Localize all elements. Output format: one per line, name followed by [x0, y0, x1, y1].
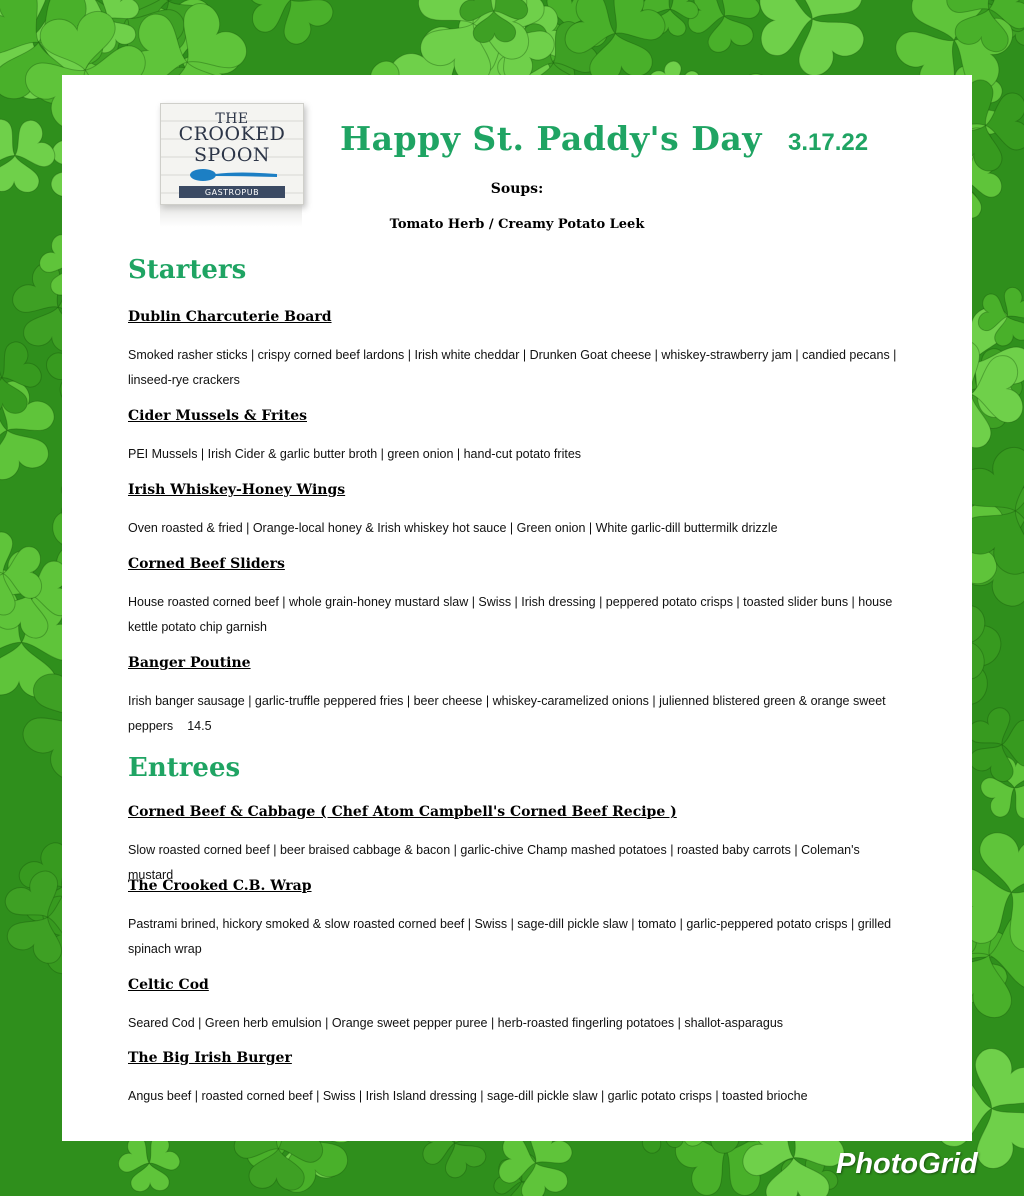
logo-line-spoon: SPOON: [193, 144, 271, 166]
logo-line-the: THE: [215, 111, 249, 127]
menu-item-description: [128, 689, 908, 739]
spoon-icon: [189, 168, 279, 182]
soups-heading: Soups:: [490, 181, 544, 197]
menu-item-description: Smoked rasher sticks | crispy corned beef lardons | Irish white cheddar | Drunken Goat cheese | whiskey-strawberry jam | candied pecans | linseed-rye crackers: [128, 348, 897, 387]
menu-item-description: Seared Cod | Green herb emulsion | Orange sweet pepper puree | herb-roasted fingerling potatoes | shallot-asparagus: [128, 1016, 784, 1030]
menu-date: 3.17.22: [788, 129, 869, 156]
menu-item-description: Oven roasted & fried | Orange-local honey & Irish whiskey hot sauce | Green onion | White garlic-dill buttermilk drizzle: [128, 521, 778, 535]
menu-item-name: The Big Irish Burger: [128, 1050, 292, 1066]
menu-item-name: The Crooked C.B. Wrap: [128, 878, 312, 894]
page-title: Happy St. Paddy's Day: [340, 119, 762, 158]
menu-item-name: Cider Mussels & Frites: [128, 408, 307, 424]
logo-sign: [160, 103, 304, 205]
logo-line-crooked: CROOKED: [178, 123, 286, 145]
crooked-spoon-logo: [160, 103, 302, 228]
menu-item-description-text: Irish banger sausage | garlic-truffle peppered fries | beer cheese | whiskey-caramelized onions | julienned blistered green & orange sweet peppers: [128, 694, 886, 733]
menu-item-description: PEI Mussels | Irish Cider & garlic butter broth | green onion | hand-cut potato frites: [128, 447, 582, 461]
starters-heading: Starters: [128, 255, 247, 285]
menu-item-description: Pastrami brined, hickory smoked & slow roasted corned beef | Swiss | sage-dill pickle slaw | tomato | garlic-peppered potato crisps | grilled spinach wrap: [128, 917, 892, 956]
menu-item-name: Irish Whiskey-Honey Wings: [128, 482, 346, 498]
menu-item-description: Angus beef | roasted corned beef | Swiss | Irish Island dressing | sage-dill pickle slaw | garlic potato crisps | toasted brioche: [128, 1089, 808, 1103]
menu-item-name: Banger Poutine: [128, 655, 251, 671]
menu-item-name: Corned Beef Sliders: [128, 556, 285, 572]
photogrid-watermark: PhotoGrid: [836, 1148, 978, 1180]
logo-reflection: [160, 205, 302, 227]
logo-line-gastropub: GASTROPUB: [204, 188, 260, 197]
menu-item-description: Slow roasted corned beef | beer braised cabbage & bacon | garlic-chive Champ mashed potatoes | roasted baby carrots | Coleman's mustard: [128, 843, 860, 882]
menu-item-description: House roasted corned beef | whole grain-honey mustard slaw | Swiss | Irish dressing | peppered potato crisps | toasted slider buns | house kettle potato chip garnish: [128, 595, 893, 634]
menu-item-name: Dublin Charcuterie Board: [128, 309, 332, 325]
menu-item-name: Corned Beef & Cabbage ( Chef Atom Campbell's Corned Beef Recipe ): [128, 804, 677, 820]
soups-list: Tomato Herb / Creamy Potato Leek: [389, 217, 645, 232]
entrees-heading: Entrees: [128, 753, 241, 783]
menu-item-price: 14.5: [187, 719, 212, 733]
menu-item-name: Celtic Cod: [128, 977, 209, 993]
menu-card: [62, 75, 972, 1141]
